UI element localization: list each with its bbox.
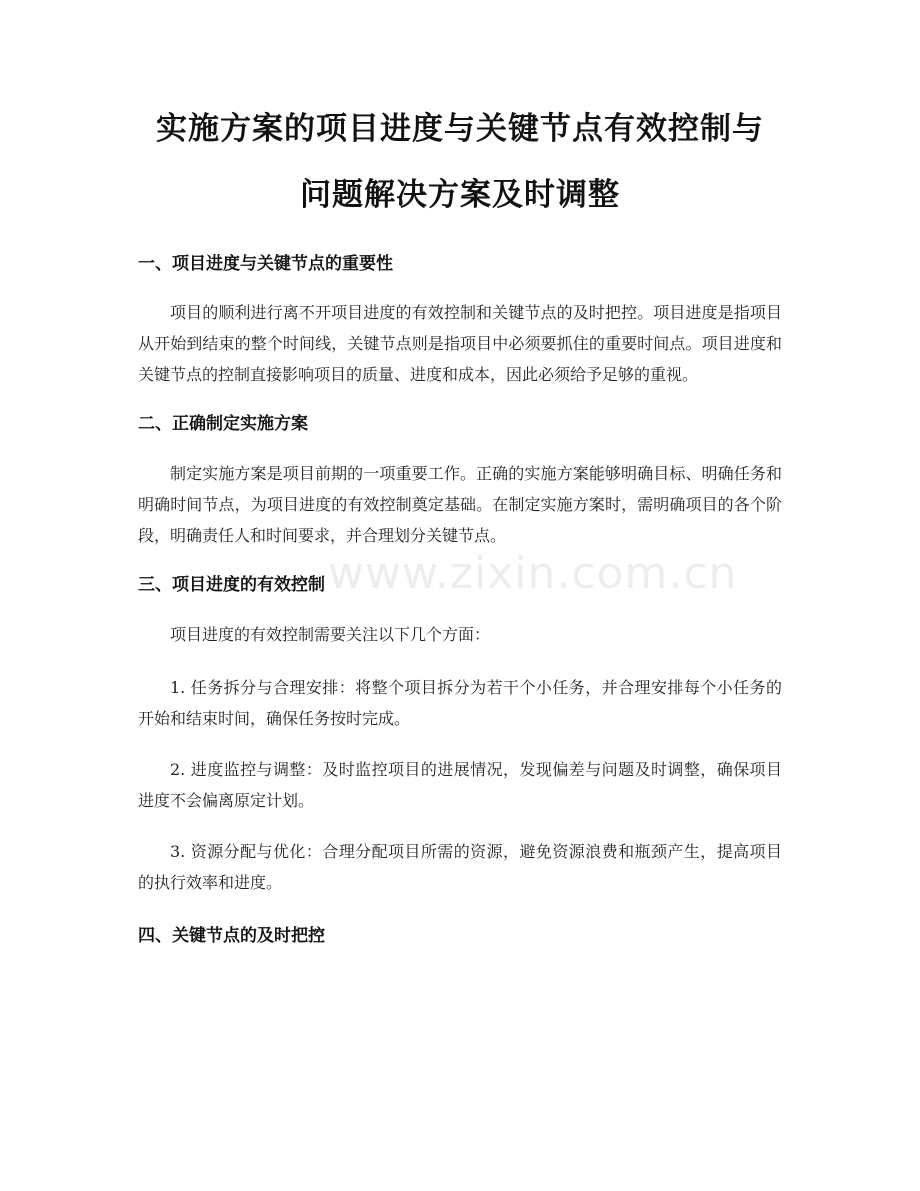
watermark: www.zixin.com.cn	[328, 548, 738, 599]
section-heading-1: 一、项目进度与关键节点的重要性	[138, 254, 393, 274]
section-3-list-item-1: 1. 任务拆分与合理安排：将整个项目拆分为若干个小任务，并合理安排每个小任务的开始和结束时间，确保任务按时完成。	[138, 678, 782, 728]
section-3-list-item-2: 2. 进度监控与调整：及时监控项目的进展情况，发现偏差与问题及时调整，确保项目进度不会偏离原定计划。	[138, 760, 782, 810]
document-title-line-1: 实施方案的项目进度与关键节点有效控制与	[156, 111, 764, 147]
section-3-list-item-3: 3. 资源分配与优化：合理分配项目所需的资源，避免资源浪费和瓶颈产生，提高项目的执行效率和进度。	[138, 842, 782, 892]
section-2-paragraph: 制定实施方案是项目前期的一项重要工作。正确的实施方案能够明确目标、明确任务和明确时间节点，为项目进度的有效控制奠定基础。在制定实施方案时，需明确项目的各个阶段，明确责任人和时间要求，并合理划分关键节点。	[138, 464, 782, 545]
document-title-line-2: 问题解决方案及时调整	[300, 177, 620, 213]
section-1-paragraph: 项目的顺利进行离不开项目进度的有效控制和关键节点的及时把控。项目进度是指项目从开始到结束的整个时间线，关键节点则是指项目中必须要抓住的重要时间点。项目进度和关键节点的控制直接影响项目的质量、进度和成本，因此必须给予足够的重视。	[138, 303, 782, 384]
section-heading-3: 三、项目进度的有效控制	[138, 575, 325, 595]
section-heading-4: 四、关键节点的及时把控	[138, 926, 325, 946]
document-title	[138, 96, 782, 228]
section-heading-2: 二、正确制定实施方案	[138, 414, 308, 434]
section-3-intro-paragraph: 项目进度的有效控制需要关注以下几个方面：	[170, 625, 491, 644]
